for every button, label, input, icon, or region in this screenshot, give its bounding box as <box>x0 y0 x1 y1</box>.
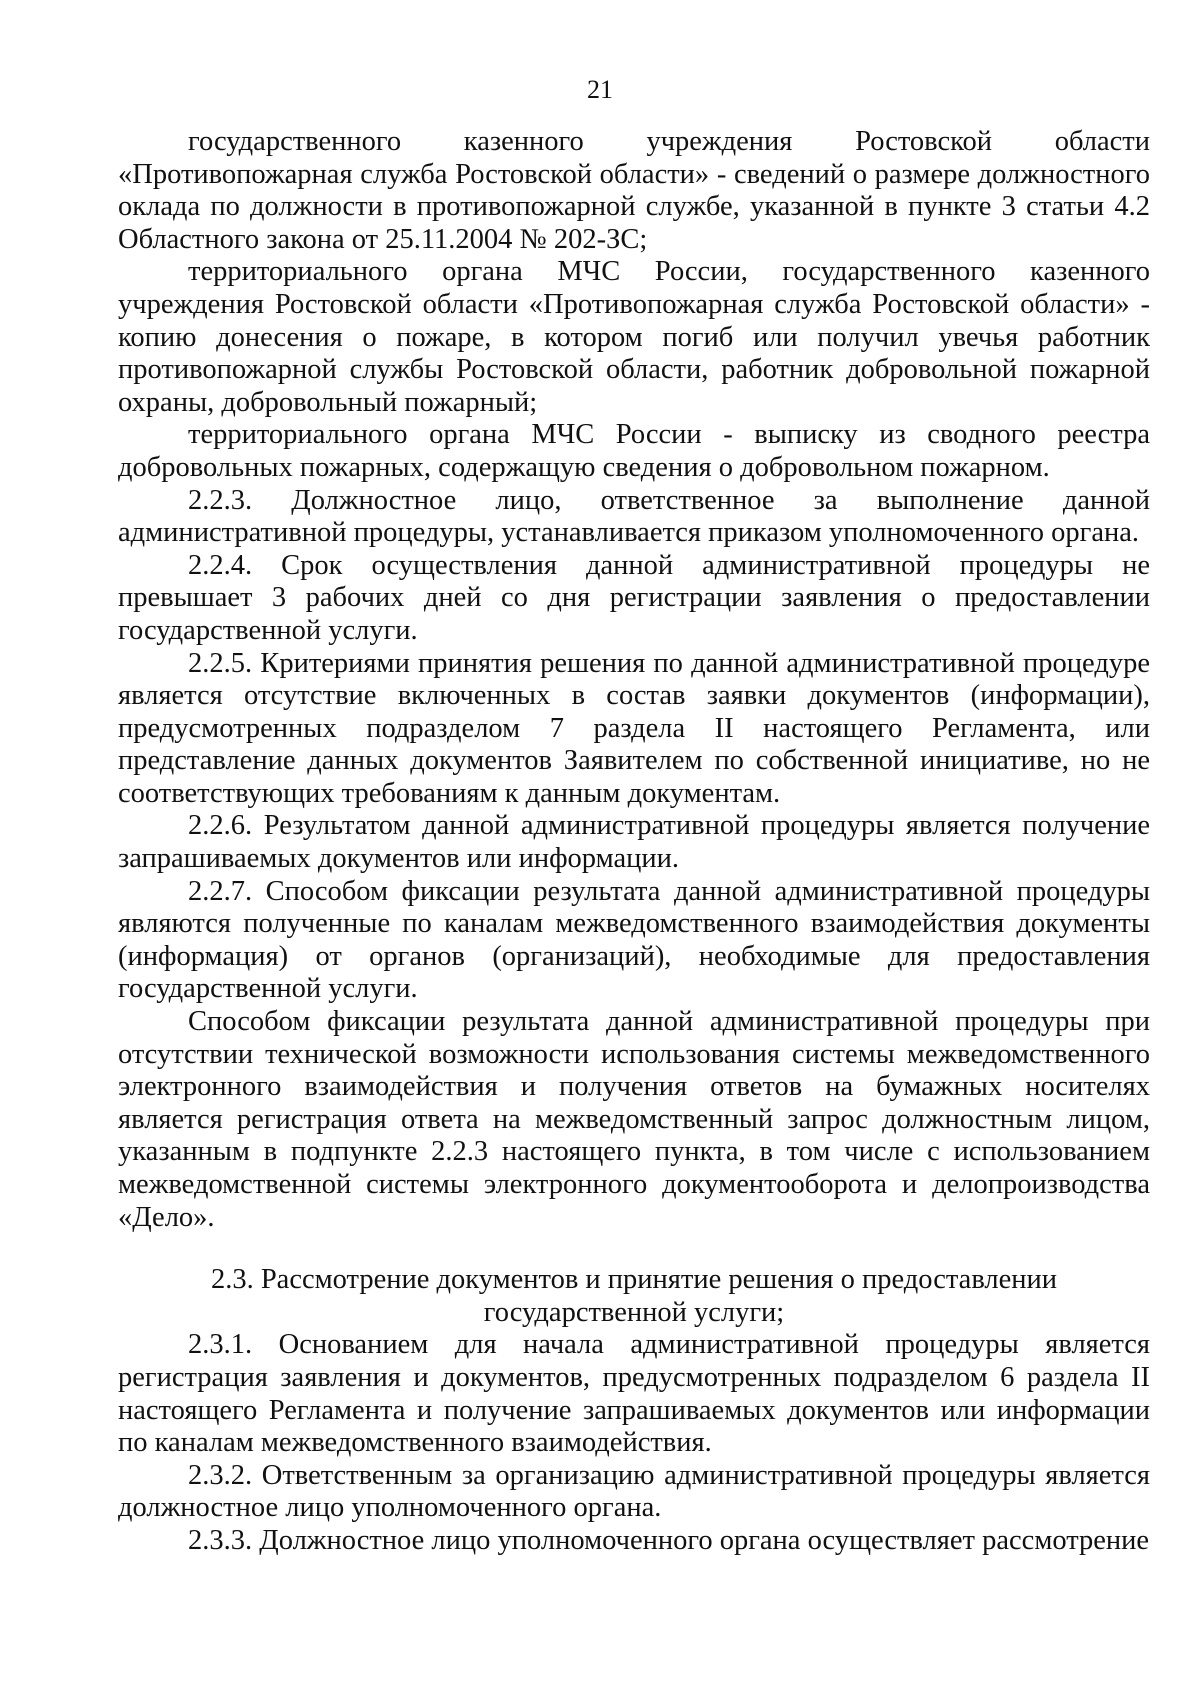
section-heading-line-1: 2.3. Рассмотрение документов и принятие решения о предоставлении <box>210 1264 1058 1296</box>
paragraph-2-2-6: 2.2.6. Результатом данной административной процедуры является получение запрашиваемых документов или информации. <box>118 810 1150 875</box>
paragraph-mchs-fire-report: территориального органа МЧС России, государственного казенного учреждения Ростовской области «Противопожарная служба Ростовской области» - копию донесения о пожаре, в котором погиб или получил увечья работник противопожарной службы Ростовской области, работник добровольной пожарной охраны, добровольный пожарный; <box>118 256 1150 418</box>
paragraph-2-3-3: 2.3.3. Должностное лицо уполномоченного органа осуществляет рассмотрение <box>188 1524 1150 1556</box>
paragraph-2-2-5: 2.2.5. Критериями принятия решения по данной административной процедуре является отсутствие включенных в состав заявки документов (информации), предусмотренных подразделом 7 раздела II настоящего Регламента, или представление данных документов Заявителем по собственной инициативе, но не соответствующих требованиям к данным документам. <box>118 647 1150 809</box>
paragraph-2-2-4: 2.2.4. Срок осуществления данной административной процедуры не превышает 3 рабочих дней со дня регистрации заявления о предоставлении государственной услуги. <box>118 549 1150 646</box>
paragraph-2-2-3: 2.2.3. Должностное лицо, ответственное за выполнение данной административной процедуры, устанавливается приказом уполномоченного органа. <box>118 484 1150 549</box>
paragraph-mchs-registry-extract: территориального органа МЧС России - выписку из сводного реестра добровольных пожарных, содержащую сведения о добровольном пожарном. <box>118 419 1150 483</box>
paragraph-info-rostov-fire-service: государственного казенного учреждения Ростовской области «Противопожарная служба Ростовской области» - сведений о размере должностного оклада по должности в противопожарной службе, указанной в пункте 3 статьи 4.2 Областного закона от 25.11.2004 № 202-ЗС; <box>118 126 1150 255</box>
paragraph-2-2-7: 2.2.7. Способом фиксации результата данной административной процедуры являются полученные по каналам межведомственного взаимодействия документы (информация) от органов (организаций), необходимые для предоставления государственной услуги. <box>118 875 1150 1005</box>
paragraph-2-3-1: 2.3.1. Основанием для начала административной процедуры является регистрация заявления и документов, предусмотренных подразделом 6 раздела II настоящего Регламента и получение запрашиваемых документов или информации по каналам межведомственного взаимодействия. <box>118 1329 1150 1459</box>
paragraph-2-3-2: 2.3.2. Ответственным за организацию административной процедуры является должностное лицо уполномоченного органа. <box>118 1459 1150 1524</box>
section-heading-2-3 <box>118 1264 1150 1329</box>
paragraph-fixation-method: Способом фиксации результата данной административной процедуры при отсутствии технической возможности использования системы межведомственного электронного взаимодействия и получения ответов на бумажных носителях является регистрация ответа на межведомственный запрос должностным лицом, указанным в подпункте 2.2.3 настоящего пункта, в том числе с использованием межведомственной системы электронного документооборота и делопроизводства «Дело». <box>118 1006 1150 1233</box>
section-heading-line-2: государственной услуги; <box>483 1296 785 1328</box>
document-body <box>118 126 1150 1558</box>
page-number: 21 <box>587 75 613 104</box>
